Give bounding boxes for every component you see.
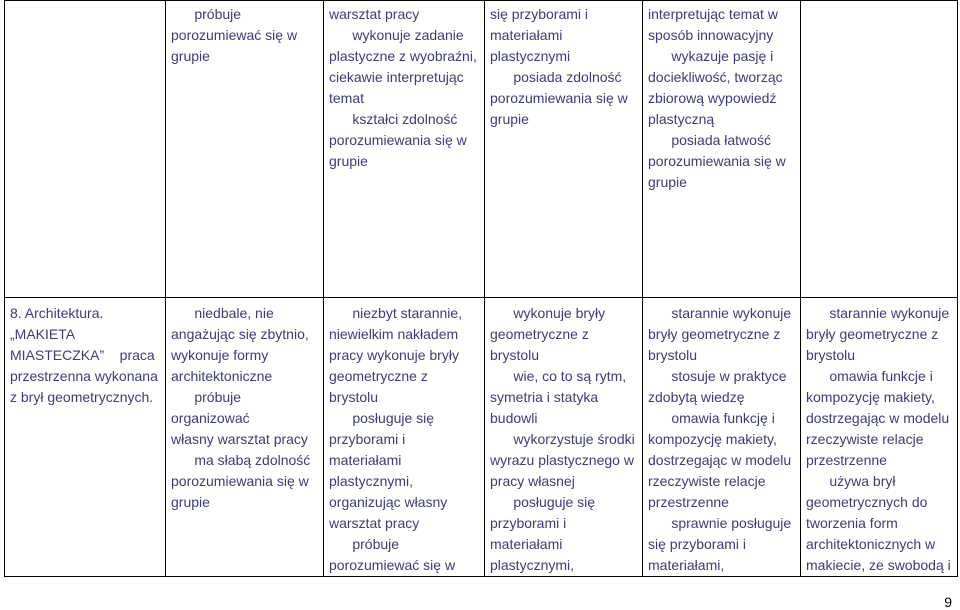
- table-cell-topic: [5, 1, 166, 298]
- table-row: [5, 1, 958, 298]
- table-cell-topic: 8. Architektura. „MAKIETA MIASTECZKA” praca przestrzenna wykonana z brył geometrycznych.: [5, 298, 166, 577]
- table-cell-grade-4: się przyborami i materiałami plastycznymi posiada zdolność porozumiewania się w grupie: [485, 1, 643, 298]
- table-cell-grade-3: warsztat pracy wykonuje zadanie plastyczne z wyobraźni, ciekawie interpretując temat kształci zdolność porozumiewania się w grupie: [324, 1, 485, 298]
- table-cell-grade-5: starannie wykonuje bryły geometryczne z brystolu stosuje w praktyce zdobytą wiedzę omawia funkcję i kompozycję makiety, dostrzegając w modelu rzeczywiste relacje przestrzenne sprawnie posługuje się przyborami i materiałami,: [643, 298, 801, 577]
- table-cell-grade-6: [801, 1, 958, 298]
- table-cell-grade-3: niezbyt starannie, niewielkim nakładem pracy wykonuje bryły geometryczne z brystolu posługuje się przyborami i materiałami plastycznymi, organizując własny warsztat pracy próbuje porozumiewać się w: [324, 298, 485, 577]
- table-cell-grade-2: próbuje porozumiewać się w grupie: [166, 1, 324, 298]
- table-cell-grade-6: starannie wykonuje bryły geometryczne z brystolu omawia funkcje i kompozycję makiety, dostrzegając w modelu rzeczywiste relacje przestrzenne używa brył geometrycznych do tworzenia form architektonicznych w makiecie, ze swobodą i: [801, 298, 958, 577]
- table-cell-grade-4: wykonuje bryły geometryczne z brystolu wie, co to są rytm, symetria i statyka budowli wykorzystuje środki wyrazu plastycznego w pracy własnej posługuje się przyborami i materiałami plastycznymi,: [485, 298, 643, 577]
- table-cell-grade-2: niedbale, nie angażując się zbytnio, wykonuje formy architektoniczne próbuje organizować własny warsztat pracy ma słabą zdolność porozumiewania się w grupie: [166, 298, 324, 577]
- criteria-table: [4, 0, 958, 577]
- table-row: [5, 298, 958, 577]
- table-cell-grade-5: interpretując temat w sposób innowacyjny wykazuje pasję i dociekliwość, tworząc zbiorową wypowiedź plastyczną posiada łatwość porozumiewania się w grupie: [643, 1, 801, 298]
- page-number: 9: [944, 594, 952, 610]
